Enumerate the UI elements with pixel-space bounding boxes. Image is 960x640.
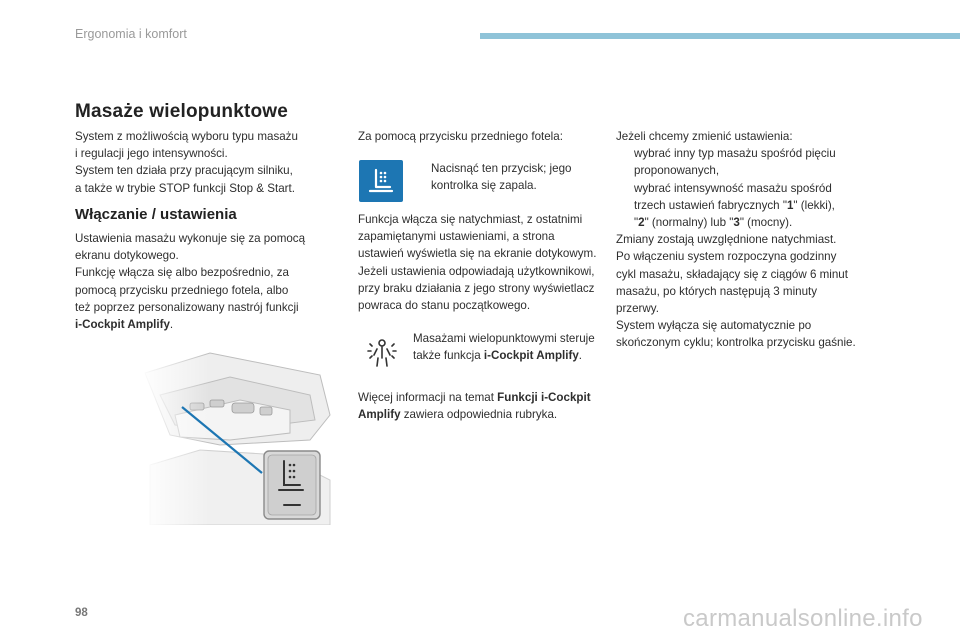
amplify-note [413,330,623,364]
change-line: " (normalny) lub " [644,216,734,230]
function-line: ustawień wyświetla się na ekranie dotykowym. [358,247,597,261]
change-after-line: cykl masażu, składający się z ciągów 6 minut [616,267,848,281]
usage-line: Funkcję włącza się albo bezpośrednio, za [75,266,289,280]
amplify-line [413,347,623,364]
function-line: Funkcja włącza się natychmiast, z ostatnimi [358,213,583,226]
amplify-line: Masażami wielopunktowymi steruje [413,332,595,345]
amplify-post: . [578,349,583,363]
press-line: Nacisnąć ten przycisk; jego [431,162,572,175]
change-lead: Jeżeli chcemy zmienić ustawienia: [616,130,793,143]
watermark-text: carmanualsonline.info [683,605,923,632]
function-line: przy braku działania z jego strony wyświetlacz [358,281,595,295]
change-after-line: Po włączeniu system rozpoczyna godzinny [616,250,837,264]
change-bullet [616,180,916,232]
intro-line: i regulacji jego intensywności. [75,147,228,161]
front-button-lead: Za pomocą przycisku przedniego fotela: [358,130,563,143]
seat-massage-button-icon [359,160,403,202]
press-instruction [413,160,613,194]
amplify-pre: także funkcja [413,349,484,363]
usage-line: też poprzez personalizowany nastrój funkcji [75,300,299,314]
change-bullet [616,145,916,179]
change-line: wybrać inny typ masażu spośród pięciu [634,147,836,161]
change-after-line: Zmiany zostają uwzględnione natychmiast. [616,233,837,247]
level-value: 2 [638,216,645,230]
change-line: proponowanych, [634,164,720,178]
bullet-icon [413,160,431,194]
function-line: Jeżeli ustawienia odpowiadają użytkownikowi, [358,264,595,278]
section-title: Masaże wielopunktowe [75,101,289,122]
change-line: trzech ustawień fabrycznych " [634,198,787,212]
press-line: kontrolka się zapala. [431,179,537,193]
amplify-bold: i-Cockpit Amplify [483,349,579,363]
hands-massage-icon [364,336,400,372]
subsection-title: Włączanie / ustawienia [75,206,237,223]
bullet-icon [616,145,634,179]
change-after-line: System wyłącza się automatycznie po [616,319,812,333]
more-bold: Amplify [358,408,401,422]
usage-text [75,230,345,333]
header-bar [480,33,960,39]
change-line: " (mocny). [739,216,793,230]
usage-line [75,316,345,333]
bullet-icon [616,180,634,232]
change-line: wybrać intensywność masażu spośród [634,181,832,195]
more-line [358,389,618,406]
intro-line: a także w trybie STOP funkcji Stop & Start. [75,181,295,195]
change-line: " [634,216,639,230]
intro-text [75,128,345,197]
more-post: zawiera odpowiednia rubryka. [400,408,558,422]
more-bold: Funkcji i-Cockpit [497,391,591,404]
intro-line: System z możliwością wyboru typu masażu [75,130,298,143]
more-line [358,406,618,423]
function-line: powraca do stanu początkowego. [358,299,531,313]
usage-tail: . [169,318,174,332]
level-value: 1 [786,198,794,212]
change-after-line: przerwy. [616,302,659,316]
usage-bold: i-Cockpit Amplify [75,318,170,332]
change-after-line: skończonym cyklu; kontrolka przycisku gaśnie. [616,336,856,350]
change-after-line: masażu, po których następują 3 minuty [616,284,818,298]
header-title: Ergonomia i komfort [75,27,187,41]
page-number: 98 [75,607,88,619]
usage-line: pomocą przycisku przedniego fotela, albo [75,283,289,297]
usage-line: Ustawienia masażu wykonuje się za pomocą [75,232,306,245]
usage-line: ekranu dotykowego. [75,249,179,263]
more-pre: Więcej informacji na temat [358,391,498,404]
seat-illustration [140,345,340,525]
function-text [358,211,618,314]
function-line: zapamiętanymi ustawieniami, a strona [358,230,555,244]
change-settings [616,128,916,352]
more-info [358,389,618,423]
change-line: " (lekki), [793,198,835,212]
intro-line: System ten działa przy pracującym silniku, [75,164,293,178]
level-value: 3 [733,216,740,230]
